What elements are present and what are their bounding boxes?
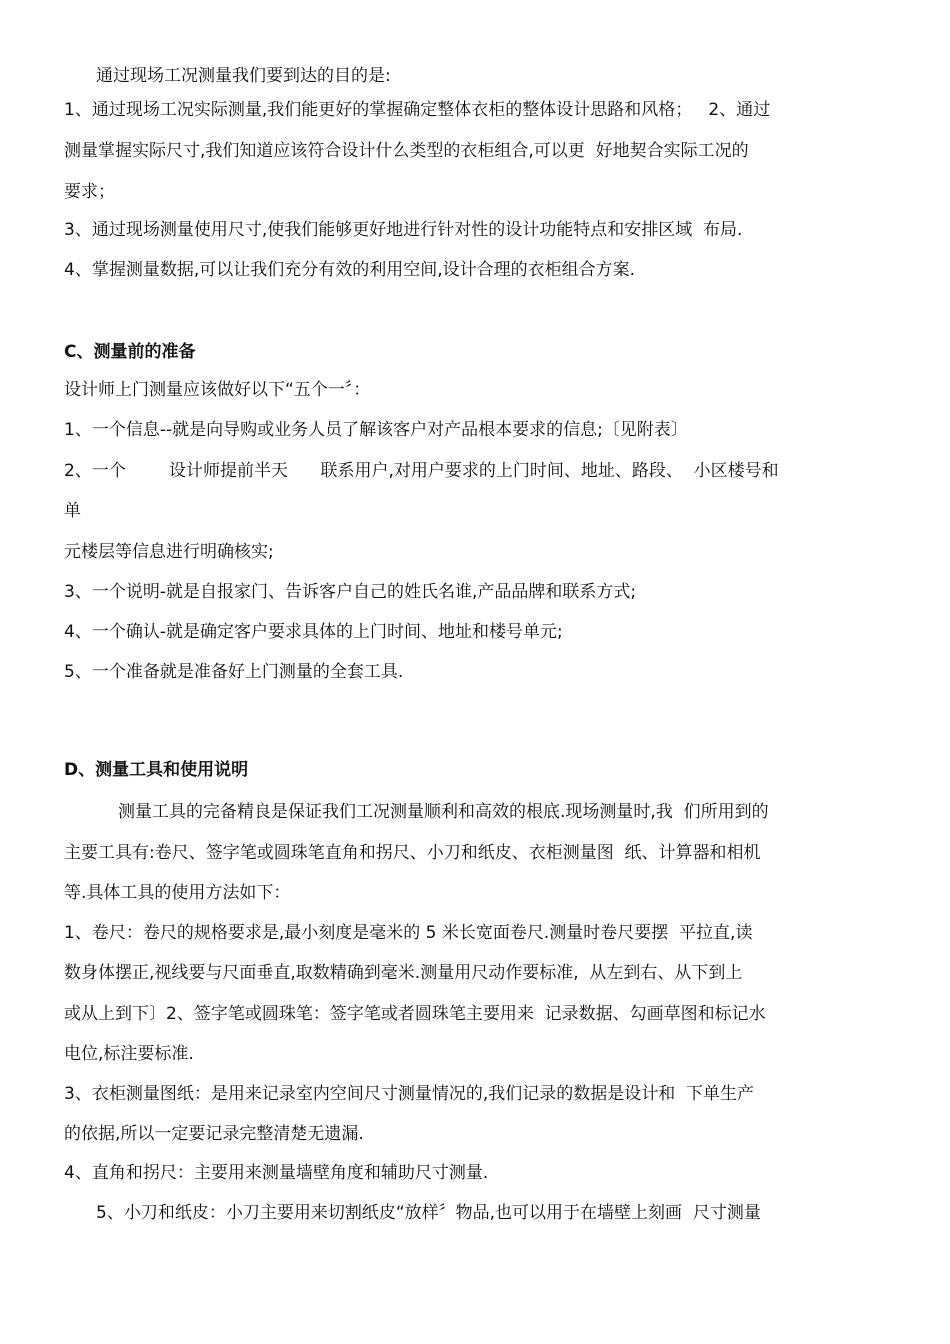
intro-line: 要求； <box>64 182 115 202</box>
section-c-line: 3、一个说明-就是自报家门、告诉客户自己的姓氏名谁,产品品牌和联系方式; <box>64 582 637 602</box>
section-c-line: 4、一个确认-就是确定客户要求具体的上门时间、地址和楼号单元; <box>64 622 563 642</box>
section-d-line: 1、卷尺：卷尺的规格要求是,最小刻度是毫米的 5 米长宽面卷尺.测量时卷尺要摆 平拉直,读 <box>64 923 753 943</box>
section-d-line: 4、直角和拐尺：主要用来测量墙壁角度和辅助尺寸测量. <box>64 1163 489 1183</box>
section-c-heading: C、测量前的准备 <box>64 342 196 362</box>
intro-line: 通过现场工况测量我们要到达的目的是: <box>96 66 391 86</box>
section-d-heading: D、测量工具和使用说明 <box>64 760 249 780</box>
section-c-line: 2、一个 设计师提前半天 联系用户,对用户要求的上门时间、地址、路段、 小区楼号和 <box>64 461 779 481</box>
section-d-line: 等.具体工具的使用方法如下： <box>64 883 291 903</box>
section-d-line: 或从上到下〕2、签字笔或圆珠笔：签字笔或者圆珠笔主要用来 记录数据、勾画草图和标记水 <box>64 1004 766 1024</box>
section-d-line: 数身体摆正,视线要与尺面垂直,取数精确到毫米.测量用尺动作要标准, 从左到右、从下到上 <box>64 963 743 983</box>
section-d-line: 测量工具的完备精良是保证我们工况测量顺利和高效的根底.现场测量时,我 们所用到的 <box>118 802 769 822</box>
section-d-line: 的依据,所以一定要记录完整清楚无遗漏. <box>64 1124 364 1144</box>
section-d-line: 电位,标注要标准. <box>64 1044 194 1064</box>
section-d-line: 5、小刀和纸皮：小刀主要用来切割纸皮“放样〞物品,也可以用于在墙壁上刻画 尺寸测量 <box>96 1203 761 1223</box>
section-d-line: 主要工具有:卷尺、签字笔或圆珠笔直角和拐尺、小刀和纸皮、衣柜测量图 纸、计算器和相机 <box>64 843 761 863</box>
section-c-line: 设计师上门测量应该做好以下“五个一〞： <box>64 380 371 400</box>
section-c-line: 5、一个准备就是准备好上门测量的全套工具. <box>64 662 404 682</box>
section-c-line: 元楼层等信息进行明确核实; <box>64 542 274 562</box>
section-c-line: 单 <box>64 501 81 521</box>
intro-line: 测量掌握实际尺寸,我们知道应该符合设计什么类型的衣柜组合,可以更 好地契合实际工况的 <box>64 141 749 161</box>
section-c-line: 1、一个信息--就是向导购或业务人员了解该客户对产品根本要求的信息;〔见附表〕 <box>64 420 688 440</box>
intro-line: 1、通过现场工况实际测量,我们能更好的掌握确定整体衣柜的整体设计思路和风格； 2、通过 <box>64 100 771 120</box>
section-d-line: 3、衣柜测量图纸：是用来记录室内空间尺寸测量情况的,我们记录的数据是设计和 下单生产 <box>64 1084 755 1104</box>
intro-line: 3、通过现场测量使用尺寸,使我们能够更好地进行针对性的设计功能特点和安排区域 布局. <box>64 220 743 240</box>
intro-line: 4、掌握测量数据,可以让我们充分有效的利用空间,设计合理的衣柜组合方案. <box>64 260 636 280</box>
